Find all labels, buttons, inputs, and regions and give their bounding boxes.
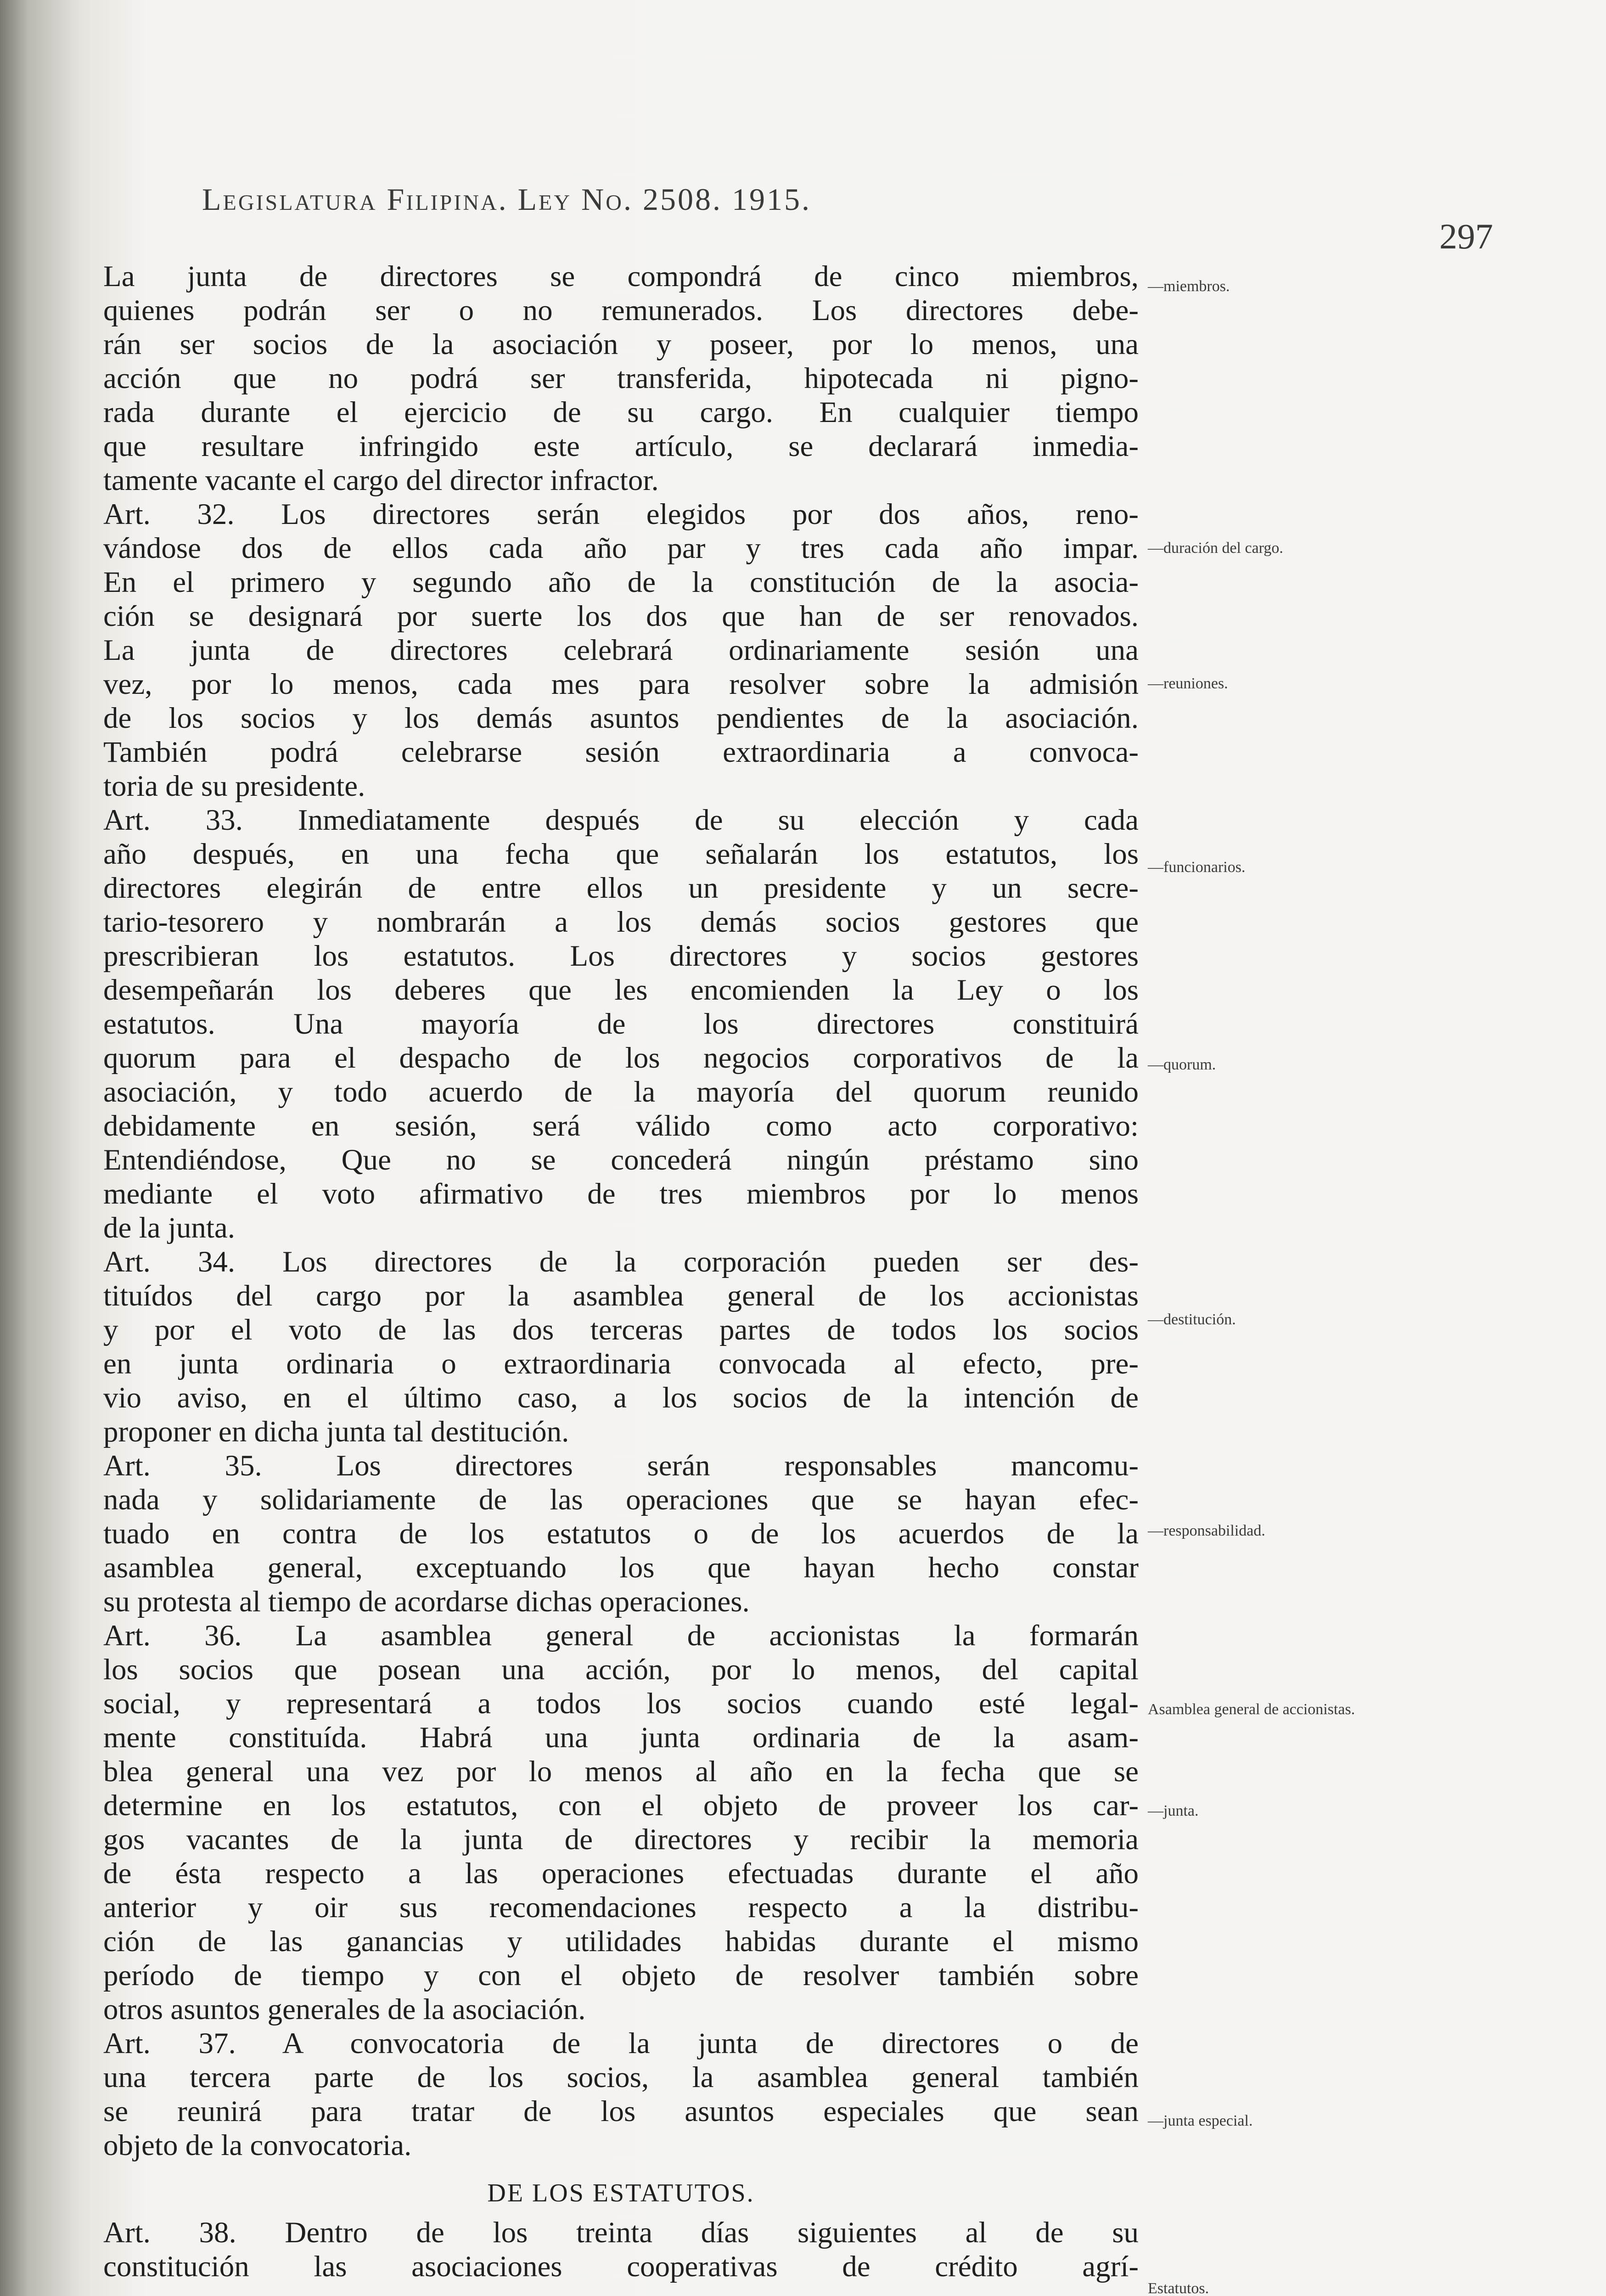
running-header: Legislatura Filipina. Ley No. 2508. 1915. <box>202 182 811 217</box>
text-line: tario-tesorero y nombrarán a los demás socios gestores que <box>103 906 1139 939</box>
sidenote-reuniones: —reuniones. <box>1148 675 1228 692</box>
text-line: Entendiéndose, Que no se concederá ningún préstamo sino <box>103 1143 1139 1176</box>
text-line: en junta ordinaria o extraordinaria convocada al efecto, pre- <box>103 1347 1139 1380</box>
text-line: desempeñarán los deberes que les encomienden la Ley o los <box>103 974 1139 1007</box>
text-line: anterior y oir sus recomendaciones respecto a la distribu- <box>103 1891 1139 1924</box>
text-line: ción de las ganancias y utilidades habidas durante el mismo <box>103 1925 1139 1958</box>
text-line: rán ser socios de la asociación y poseer, por lo menos, una <box>103 328 1139 361</box>
text-line: período de tiempo y con el objeto de resolver también sobre <box>103 1959 1139 1992</box>
text-line: Art. 35. Los directores serán responsables mancomu- <box>103 1449 1139 1482</box>
text-line: nada y solidariamente de las operaciones que se hayan efec- <box>103 1483 1139 1516</box>
text-line: La junta de directores se compondrá de cinco miembros, <box>103 260 1139 293</box>
text-line: La junta de directores celebrará ordinariamente sesión una <box>103 634 1139 667</box>
text-line: ción se designará por suerte los dos que han de ser renovados. <box>103 600 1139 633</box>
text-line: objeto de la convocatoria. <box>103 2129 412 2162</box>
text-line: se reunirá para tratar de los asuntos especiales que sean <box>103 2095 1139 2128</box>
text-line: Art. 37. A convocatoria de la junta de directores o de <box>103 2027 1139 2060</box>
text-line: vez, por lo menos, cada mes para resolver sobre la admisión <box>103 668 1139 701</box>
sidenote-estatutos: Estatutos. <box>1148 2280 1209 2296</box>
text-line: Art. 33. Inmediatamente después de su elección y cada <box>103 804 1139 837</box>
text-line: otros asuntos generales de la asociación. <box>103 1993 586 2026</box>
text-line: rada durante el ejercicio de su cargo. En cualquier tiempo <box>103 396 1139 429</box>
sidenote-junta: —junta. <box>1148 1802 1199 1819</box>
text-line: Art. 38. Dentro de los treinta días siguientes al de su <box>103 2216 1139 2249</box>
text-line: mediante el voto afirmativo de tres miembros por lo menos <box>103 1177 1139 1210</box>
text-line: y por el voto de las dos terceras partes de todos los socios <box>103 1313 1139 1346</box>
text-line: una tercera parte de los socios, la asamblea general también <box>103 2061 1139 2094</box>
text-line: asamblea general, exceptuando los que hayan hecho constar <box>103 1551 1139 1584</box>
sidenote-destitucion: —destitución. <box>1148 1311 1236 1328</box>
sidenote-asamblea: Asamblea general de accionistas. <box>1148 1701 1355 1718</box>
text-line: de la junta. <box>103 1211 235 1244</box>
text-line: social, y representará a todos los socios cuando esté legal- <box>103 1687 1139 1720</box>
text-line: Art. 32. Los directores serán elegidos por dos años, reno- <box>103 498 1139 531</box>
sidenote-duracion: —duración del cargo. <box>1148 540 1283 557</box>
text-line: Art. 34. Los directores de la corporación pueden ser des- <box>103 1245 1139 1278</box>
text-line: quorum para el despacho de los negocios corporativos de la <box>103 1041 1139 1075</box>
text-line: determine en los estatutos, con el objeto de proveer los car- <box>103 1789 1139 1822</box>
text-line: También podrá celebrarse sesión extraordinaria a convoca- <box>103 736 1139 769</box>
text-line: que resultare infringido este artículo, se declarará inmedia- <box>103 430 1139 463</box>
text-line: proponer en dicha junta tal destitución. <box>103 1415 569 1448</box>
text-line: blea general una vez por lo menos al año en la fecha que se <box>103 1755 1139 1788</box>
text-line: gos vacantes de la junta de directores y recibir la memoria <box>103 1823 1139 1856</box>
sidenote-quorum: —quorum. <box>1148 1056 1216 1073</box>
text-line: asociación, y todo acuerdo de la mayoría del quorum reunido <box>103 1075 1139 1109</box>
text-line: prescribieran los estatutos. Los directores y socios gestores <box>103 940 1139 973</box>
page-number: 297 <box>1439 216 1493 256</box>
text-line: En el primero y segundo año de la constitución de la asocia- <box>103 566 1139 599</box>
text-line: Art. 36. La asamblea general de accionistas la formarán <box>103 1619 1139 1652</box>
text-line: estatutos. Una mayoría de los directores constituirá <box>103 1007 1139 1041</box>
text-line: acción que no podrá ser transferida, hipotecada ni pigno- <box>103 362 1139 395</box>
text-line: tamente vacante el cargo del director infractor. <box>103 464 659 497</box>
text-line: su protesta al tiempo de acordarse dichas operaciones. <box>103 1585 750 1618</box>
text-line: vio aviso, en el último caso, a los socios de la intención de <box>103 1381 1139 1414</box>
text-line: debidamente en sesión, será válido como acto corporativo: <box>103 1109 1139 1142</box>
text-line: directores elegirán de entre ellos un presidente y un secre- <box>103 872 1139 905</box>
text-line: año después, en una fecha que señalarán los estatutos, los <box>103 838 1139 871</box>
sidenote-miembros: —miembros. <box>1148 278 1230 295</box>
text-line: de ésta respecto a las operaciones efectuadas durante el año <box>103 1857 1139 1890</box>
section-heading: DE LOS ESTATUTOS. <box>487 2179 755 2207</box>
text-line: tituídos del cargo por la asamblea general de los accionistas <box>103 1279 1139 1312</box>
text-line: mente constituída. Habrá una junta ordinaria de la asam- <box>103 1721 1139 1754</box>
text-line: tuado en contra de los estatutos o de los acuerdos de la <box>103 1517 1139 1550</box>
text-line: de los socios y los demás asuntos pendientes de la asociación. <box>103 702 1139 735</box>
text-line: vándose dos de ellos cada año par y tres cada año impar. <box>103 532 1139 565</box>
sidenote-junta-especial: —junta especial. <box>1148 2112 1253 2129</box>
sidenote-funcionarios: —funcionarios. <box>1148 859 1246 876</box>
text-line: constitución las asociaciones cooperativas de crédito agrí- <box>103 2250 1139 2283</box>
text-line: toria de su presidente. <box>103 770 365 803</box>
text-line: quienes podrán ser o no remunerados. Los directores debe- <box>103 294 1139 327</box>
sidenote-responsabilidad: —responsabilidad. <box>1148 1522 1265 1539</box>
text-line: los socios que posean una acción, por lo menos, del capital <box>103 1653 1139 1686</box>
body-text <box>103 259 1139 2284</box>
